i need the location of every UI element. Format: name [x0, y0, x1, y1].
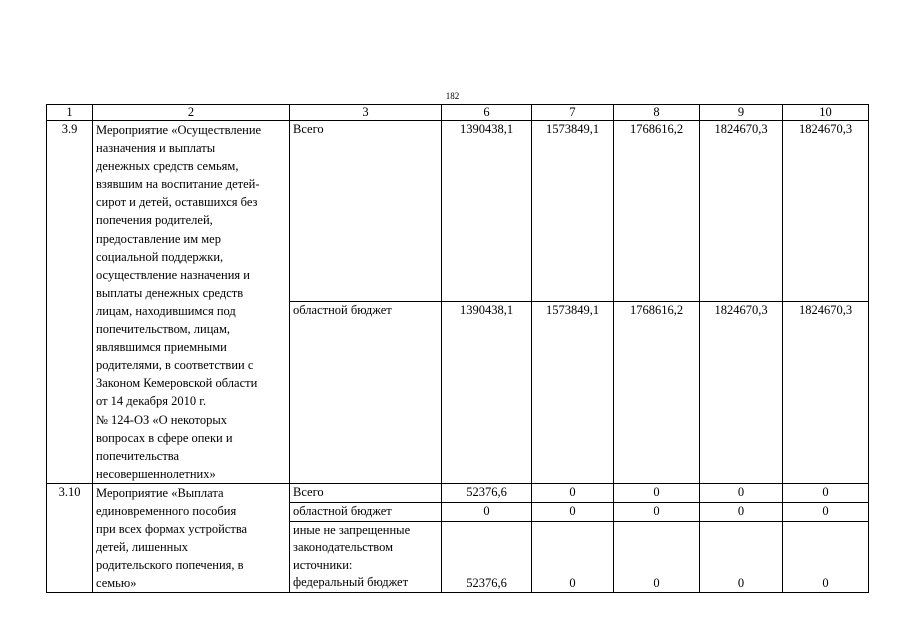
measure-name: [93, 483, 290, 593]
name-line: детей, лишенных: [96, 540, 188, 555]
value-cell: 0: [783, 483, 869, 502]
value-cell: 1768616,2: [614, 302, 700, 483]
source-line: иные не запрещенные: [293, 522, 411, 537]
name-line: взявшим на воспитание детей-: [96, 177, 260, 192]
name-line: несовершеннолетних»: [96, 466, 216, 481]
item-number: 3.9: [47, 121, 93, 484]
funding-source-label: областной бюджет: [290, 302, 442, 483]
value-cell: 1573849,1: [532, 302, 614, 483]
funding-source-label: Всего: [290, 121, 442, 302]
funding-source-label: Всего: [290, 483, 442, 502]
value-cell: 0: [700, 502, 783, 521]
value-cell: 1824670,3: [700, 121, 783, 302]
name-line: вопросах в сфере опеки и: [96, 430, 233, 445]
name-line: социальной поддержки,: [96, 249, 224, 264]
name-line: назначения и выплаты: [96, 141, 216, 156]
name-line: № 124-ОЗ «О некоторых: [96, 412, 227, 427]
item-number: 3.10: [47, 483, 93, 593]
value-cell: 52376,6: [442, 483, 532, 502]
column-header: 3: [290, 105, 442, 121]
name-line: попечительства: [96, 448, 180, 463]
measure-name: [93, 121, 290, 484]
name-line: предоставление им мер: [96, 231, 221, 246]
column-header: 8: [614, 105, 700, 121]
name-line: осуществление назначения и: [96, 267, 250, 282]
column-header: 6: [442, 105, 532, 121]
name-line: попечения родителей,: [96, 213, 213, 228]
value-cell: 0: [700, 483, 783, 502]
name-line: от 14 декабря 2010 г.: [96, 394, 207, 409]
value-cell: 1824670,3: [700, 302, 783, 483]
name-line: родителями, в соответствии с: [96, 358, 254, 373]
value-cell: 1573849,1: [532, 121, 614, 302]
source-line: законодательством: [293, 540, 394, 555]
column-header: 10: [783, 105, 869, 121]
value-cell: 1768616,2: [614, 121, 700, 302]
value-cell: 1390438,1: [442, 121, 532, 302]
name-line: денежных средств семьям,: [96, 159, 239, 174]
value-cell: 0: [532, 502, 614, 521]
value-cell: 0: [442, 502, 532, 521]
table-row: [47, 121, 869, 302]
name-line: при всех формах устройства: [96, 522, 248, 537]
funding-source-label: областной бюджет: [290, 502, 442, 521]
name-line: сирот и детей, оставшихся без: [96, 195, 258, 210]
table-header-row: [47, 105, 869, 121]
value-cell: 0: [700, 521, 783, 593]
value-cell: 0: [783, 521, 869, 593]
value-cell: 0: [783, 502, 869, 521]
funding-source-label: [290, 521, 442, 593]
name-line: Законом Кемеровской области: [96, 376, 258, 391]
column-header: 2: [93, 105, 290, 121]
source-line: федеральный бюджет: [293, 575, 409, 590]
name-line: являвшимся приемными: [96, 340, 227, 355]
value-cell: 0: [532, 483, 614, 502]
name-line: попечительством, лицам,: [96, 322, 230, 337]
name-line: семью»: [96, 576, 137, 591]
value-cell: 0: [614, 483, 700, 502]
column-header: 1: [47, 105, 93, 121]
name-line: Мероприятие «Осуществление: [96, 123, 262, 137]
column-header: 9: [700, 105, 783, 121]
column-header: 7: [532, 105, 614, 121]
value-cell: 1390438,1: [442, 302, 532, 483]
value-cell: 1824670,3: [783, 121, 869, 302]
source-line: источники:: [293, 557, 353, 572]
name-line: лицам, находившимся под: [96, 303, 236, 318]
value-cell: 0: [532, 521, 614, 593]
budget-table: [46, 104, 869, 593]
page-number: 182: [445, 91, 460, 101]
value-cell: 52376,6: [442, 521, 532, 593]
name-line: выплаты денежных средств: [96, 285, 244, 300]
name-line: единовременного пособия: [96, 503, 237, 518]
value-cell: 1824670,3: [783, 302, 869, 483]
name-line: родительского попечения, в: [96, 558, 244, 573]
name-line: Мероприятие «Выплата: [96, 485, 224, 500]
value-cell: 0: [614, 502, 700, 521]
table-row: [47, 483, 869, 502]
value-cell: 0: [614, 521, 700, 593]
